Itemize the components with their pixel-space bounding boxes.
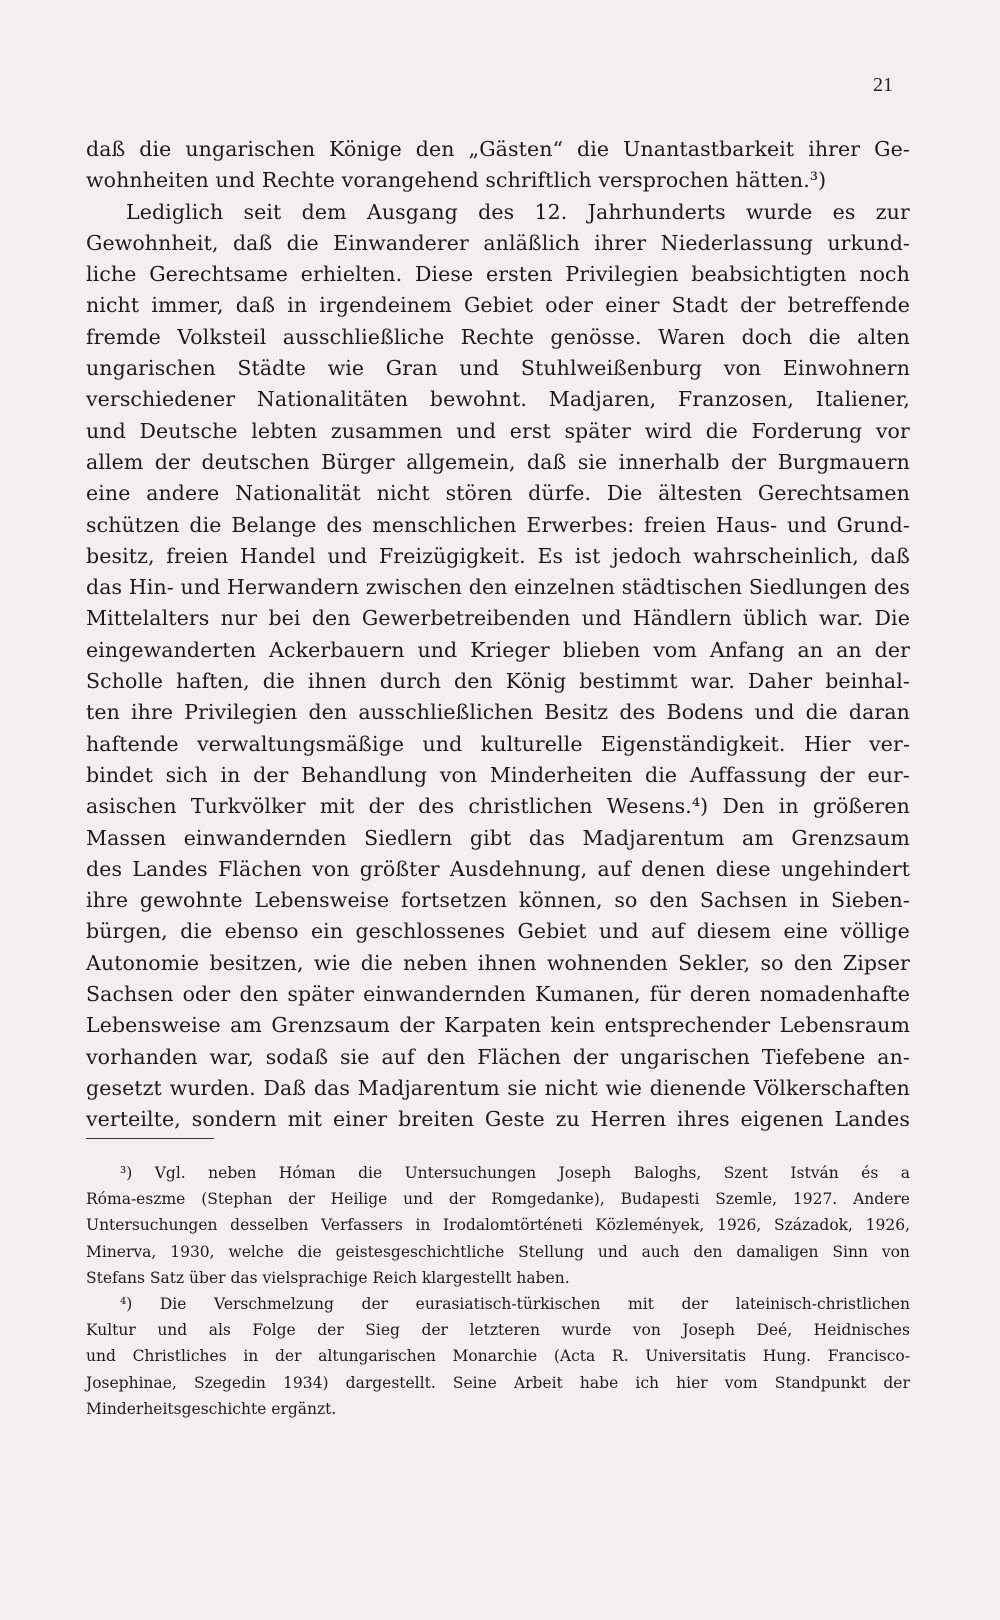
text-line: verschiedener Nationalitäten bewohnt. Madjaren, Franzosen, Italiener, xyxy=(86,387,910,412)
footnote-line: ³) Vgl. neben Hóman die Untersuchungen Joseph Baloghs, Szent István és a xyxy=(120,1164,910,1182)
text-line: wohnheiten und Rechte vorangehend schriftlich versprochen hätten.³) xyxy=(86,168,827,193)
text-line: Massen einwandernden Siedlern gibt das Madjarentum am Grenzsaum xyxy=(86,825,910,850)
text-line: ten ihre Privilegien den ausschließlichen Besitz des Bodens und die daran xyxy=(86,700,910,725)
text-line: Lebensweise am Grenzsaum der Karpaten kein entsprechender Lebensraum xyxy=(86,1013,910,1038)
text-line: Sachsen oder den später einwandernden Kumanen, für deren nomadenhafte xyxy=(86,982,910,1007)
page-number: 21 xyxy=(873,74,893,96)
text-line: besitz, freien Handel und Freizügigkeit. Es ist jedoch wahrscheinlich, daß xyxy=(86,543,910,568)
text-line: Gewohnheit, daß die Einwanderer anläßlich ihrer Niederlassung urkund- xyxy=(86,230,910,255)
text-line: daß die ungarischen Könige den „Gästen“ die Unantastbarkeit ihrer Ge- xyxy=(86,137,910,161)
text-line: allem der deutschen Bürger allgemein, daß sie innerhalb der Burgmauern xyxy=(86,449,910,474)
text-line: Mittelalters nur bei den Gewerbetreibenden und Händlern üblich war. Die xyxy=(86,606,910,631)
text-line: ihre gewohnte Lebensweise fortsetzen können, so den Sachsen in Sieben- xyxy=(86,888,910,913)
text-line: vorhanden war, sodaß sie auf den Flächen der ungarischen Tiefebene an- xyxy=(86,1044,910,1069)
text-line: schützen die Belange des menschlichen Erwerbes: freien Haus- und Grund- xyxy=(86,512,910,537)
footnote-divider xyxy=(86,1138,214,1139)
footnotes-block xyxy=(86,1160,910,1422)
footnote-line: Stefans Satz über das vielsprachige Reich klargestellt haben. xyxy=(86,1268,570,1287)
text-line: bindet sich in der Behandlung von Minderheiten die Auffassung der eur- xyxy=(86,762,910,787)
text-line: verteilte, sondern mit einer breiten Geste zu Herren ihres eigenen Landes xyxy=(86,1107,910,1132)
text-line: haftende verwaltungsmäßige und kulturelle Eigenständigkeit. Hier ver- xyxy=(86,731,910,756)
footnote-line: Kultur und als Folge der Sieg der letzteren wurde von Joseph Deé, Heidnisches xyxy=(86,1321,910,1340)
footnote-line: Minderheitsgeschichte ergänzt. xyxy=(86,1399,337,1418)
text-line: fremde Volksteil ausschließliche Rechte genösse. Waren doch die alten xyxy=(86,324,910,349)
text-line: nicht immer, daß in irgendeinem Gebiet oder einer Stadt der betreffende xyxy=(86,293,910,318)
text-line: und Deutsche lebten zusammen und erst später wird die Forderung vor xyxy=(86,418,910,443)
footnote-line: und Christliches in der altungarischen Monarchie (Acta R. Universitatis Hung. Francisco- xyxy=(86,1347,910,1366)
text-line: Lediglich seit dem Ausgang des 12. Jahrhunderts wurde es zur xyxy=(126,199,910,224)
text-line: ungarischen Städte wie Gran und Stuhlweißenburg von Einwohnern xyxy=(86,356,910,381)
text-line: eine andere Nationalität nicht stören dürfe. Die ältesten Gerechtsamen xyxy=(86,481,910,506)
footnote-line: ⁴) Die Verschmelzung der eurasiatisch-türkischen mit der lateinisch-christlichen xyxy=(120,1294,910,1313)
text-line: liche Gerechtsame erhielten. Diese ersten Privilegien beabsichtigten noch xyxy=(86,262,910,287)
text-line: eingewanderten Ackerbauern und Krieger blieben vom Anfang an an der xyxy=(86,637,910,662)
text-line: gesetzt wurden. Daß das Madjarentum sie nicht wie dienende Völkerschaften xyxy=(86,1075,910,1100)
main-text-block xyxy=(86,134,910,1136)
text-line: das Hin- und Herwandern zwischen den einzelnen städtischen Siedlungen des xyxy=(86,575,910,600)
footnote-line: Josephinae, Szegedin 1934) dargestellt. Seine Arbeit habe ich hier vom Standpunkt der xyxy=(86,1373,910,1392)
text-line: asischen Turkvölker mit der des christlichen Wesens.⁴) Den in größeren xyxy=(86,794,910,819)
text-line: des Landes Flächen von größter Ausdehnung, auf denen diese ungehindert xyxy=(86,856,910,881)
text-line: bürgen, die ebenso ein geschlossenes Gebiet und auf diesem eine völlige xyxy=(86,919,910,944)
footnote-line: Róma-eszme (Stephan der Heilige und der Romgedanke), Budapesti Szemle, 1927. Andere xyxy=(86,1190,910,1209)
footnote-line: Untersuchungen desselben Verfassers in Irodalomtörténeti Közlemények, 1926, Századok, 1926, xyxy=(86,1216,910,1235)
text-line: Autonomie besitzen, wie die neben ihnen wohnenden Sekler, so den Zipser xyxy=(86,950,910,975)
footnote-line: Minerva, 1930, welche die geistesgeschichtliche Stellung und auch den damaligen Sinn von xyxy=(86,1242,910,1261)
text-line: Scholle haften, die ihnen durch den König bestimmt war. Daher beinhal- xyxy=(86,669,910,694)
